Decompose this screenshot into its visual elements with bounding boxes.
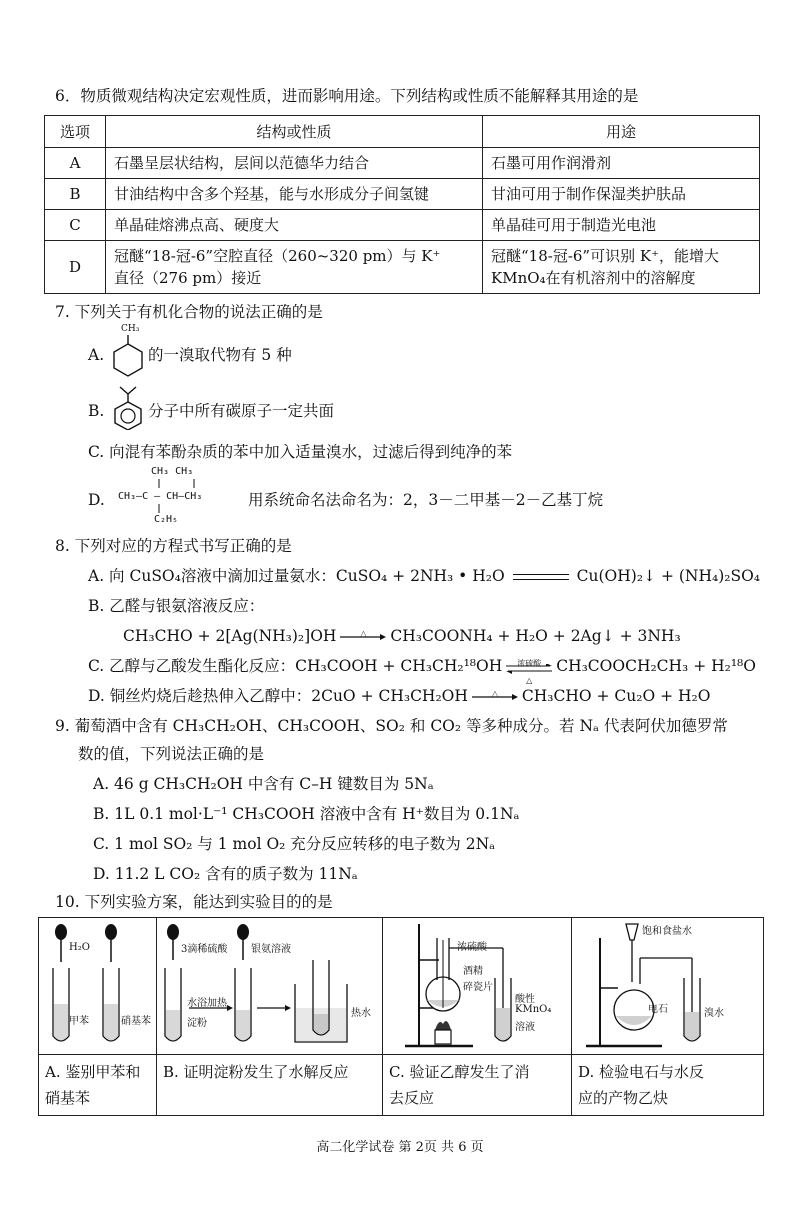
- equation-right: CH₃COONH₄ + H₂O + 2Ag↓ + 3NH₃: [390, 627, 681, 645]
- test-tube-apparatus: [39, 918, 156, 1054]
- acid-label: 3滴稀硫酸: [181, 944, 228, 955]
- caption-b: [157, 1055, 383, 1116]
- use-cell: 甘油可用于制作保湿类护肤品: [483, 179, 760, 210]
- use-cell: 石墨可用作润滑剂: [483, 148, 760, 179]
- caption-a: [39, 1055, 157, 1116]
- question-6-table: [44, 115, 760, 294]
- reaction-arrow: △: [472, 690, 518, 704]
- option-b-text: 分子中所有碳原子一定共面: [148, 402, 335, 420]
- table-header: 用途: [483, 116, 760, 148]
- table-header: 结构或性质: [106, 116, 483, 148]
- ch3-label: CH₃: [121, 324, 140, 334]
- q9-option-a: A. 46 g CH₃CH₂OH 中含有 C–H 键数目为 5Nₐ: [93, 775, 434, 793]
- alcohol-label: 酒精: [463, 966, 483, 977]
- property-cell: 单晶硅熔沸点高、硬度大: [106, 210, 483, 241]
- apparatus-d: [572, 918, 764, 1055]
- toluene-label: 甲苯: [69, 1016, 89, 1027]
- caption-line: A. 鉴别甲苯和: [45, 1063, 141, 1081]
- apparatus-c: [383, 918, 572, 1055]
- use-cell: [483, 241, 760, 294]
- property-cell: 石墨呈层状结构，层间以范德华力结合: [106, 148, 483, 179]
- equation-right: CH₃CHO + Cu₂O + H₂O: [521, 687, 711, 705]
- equals-sign: [513, 574, 569, 580]
- conc-acid-label: 浓硫酸: [457, 942, 487, 953]
- apparatus-row: [39, 918, 764, 1055]
- option-c-text: C. 向混有苯酚杂质的苯中加入适量溴水，过滤后得到纯净的苯: [88, 443, 513, 461]
- property-cell: 甘油结构中含多个羟基，能与水形成分子间氢键: [106, 179, 483, 210]
- silver-ammonia-label: 银氨溶液: [251, 944, 291, 955]
- use-line: KMnO₄在有机溶剂中的溶解度: [491, 269, 696, 287]
- property-line: 冠醚“18-冠-6”空腔直径（260~320 pm）与 K⁺: [114, 247, 441, 265]
- hydrolysis-apparatus: [157, 918, 382, 1054]
- structure-main: CH₃–C – CH–CH₃: [118, 491, 203, 502]
- equation-right: Cu(OH)₂↓ + (NH₄)₂SO₄: [576, 567, 761, 585]
- apparatus-a: [39, 918, 157, 1055]
- caption-d: [572, 1055, 764, 1116]
- q9-option-c: C. 1 mol SO₂ 与 1 mol O₂ 充分反应转移的电子数为 2Nₐ: [93, 835, 496, 853]
- equation-left: C. 乙醇与乙酸发生酯化反应：CH₃COOH + CH₃CH₂¹⁸OH: [88, 657, 503, 675]
- bromine-water-label: 溴水: [704, 1008, 724, 1019]
- equation-left: D. 铜丝灼烧后趁热伸入乙醇中：2CuO + CH₃CH₂OH: [88, 687, 468, 705]
- table-row: [45, 241, 760, 294]
- question-10-stem: 10. 下列实验方案，能达到实验目的的是: [55, 893, 333, 911]
- kmno4-label-2: KMnO₄: [515, 1004, 552, 1015]
- option-a-label: A.: [88, 346, 105, 364]
- structure-bottom: C₂H₅: [154, 514, 179, 525]
- caption-line: D. 检验电石与水反: [578, 1063, 705, 1081]
- question-9-stem: 9. 葡萄酒中含有 CH₃CH₂OH、CH₃COOH、SO₂ 和 CO₂ 等多种成分。若 Nₐ 代表阿伏加德罗常: [55, 717, 728, 735]
- methylcyclohexane-structure: [108, 326, 148, 380]
- use-line: 冠醚“18-冠-6”可识别 K⁺，能增大: [491, 247, 719, 265]
- option-cell: A: [45, 148, 106, 179]
- q9-option-b: B. 1L 0.1 mol·L⁻¹ CH₃COOH 溶液中含有 H⁺数目为 0.1Nₐ: [93, 805, 520, 823]
- question-7-stem: 7. 下列关于有机化合物的说法正确的是: [55, 303, 323, 321]
- caption-line: B. 证明淀粉发生了水解反应: [163, 1063, 349, 1081]
- starch-label: 淀粉: [187, 1018, 207, 1029]
- caption-row: [39, 1055, 764, 1116]
- water-bath-label: 水浴加热: [187, 998, 227, 1009]
- q9-option-d: D. 11.2 L CO₂ 含有的质子数为 11Nₐ: [93, 865, 358, 883]
- question-8-stem: 8. 下列对应的方程式书写正确的是: [55, 537, 292, 555]
- carbide-label: 电石: [648, 1004, 668, 1015]
- q8-option-d: [88, 686, 710, 706]
- reversible-arrow: 浓硫酸 △: [506, 660, 552, 674]
- property-line: 直径（276 pm）接近: [114, 269, 262, 287]
- kmno4-label-1: 酸性: [515, 994, 535, 1005]
- table-row: [45, 210, 760, 241]
- table-header: 选项: [45, 116, 106, 148]
- property-cell: [106, 241, 483, 294]
- caption-line: 应的产物乙炔: [578, 1089, 669, 1107]
- use-cell: 单晶硅可用于制造光电池: [483, 210, 760, 241]
- cumene-structure: [108, 384, 148, 430]
- hot-water-label: 热水: [351, 1008, 371, 1019]
- question-6-stem: 6．物质微观结构决定宏观性质，进而影响用途。下列结构或性质不能解释其用途的是: [55, 87, 639, 105]
- structure-bonds: [156, 477, 196, 517]
- option-b-label: B.: [88, 402, 105, 420]
- page-footer: 高二化学试卷 第 2页 共 6 页: [316, 1140, 484, 1155]
- caption-line: C. 验证乙醇发生了消: [389, 1063, 530, 1081]
- option-a-text: 的一溴取代物有 5 种: [148, 346, 292, 364]
- caption-line: 去反应: [389, 1089, 435, 1107]
- option-d-text: 用系统命名法命名为：2，3－二甲基－2－乙基丁烷: [248, 491, 604, 509]
- table-row: [45, 148, 760, 179]
- table-row: [45, 179, 760, 210]
- apparatus-b: [157, 918, 383, 1055]
- reaction-arrow: △: [340, 630, 386, 644]
- q8-option-b: B. 乙醛与银氨溶液反应：: [88, 597, 265, 615]
- option-cell: C: [45, 210, 106, 241]
- h2o-label: H₂O: [69, 942, 90, 953]
- caption-line: 硝基苯: [45, 1089, 91, 1107]
- equation-left: CH₃CHO + 2[Ag(NH₃)₂]OH: [123, 627, 337, 645]
- porcelain-chips-label: 碎瓷片: [463, 982, 493, 993]
- option-cell: D: [45, 241, 106, 294]
- nitrobenzene-label: 硝基苯: [121, 1016, 151, 1027]
- option-d-label: D.: [88, 491, 105, 509]
- equation-left: A. 向 CuSO₄溶液中滴加过量氨水：CuSO₄ + 2NH₃ • H₂O: [88, 567, 505, 585]
- question-10-table: [38, 917, 764, 1116]
- q8-option-b-equation: [123, 626, 681, 646]
- table-header-row: [45, 116, 760, 148]
- brine-label: 饱和食盐水: [642, 926, 692, 937]
- option-cell: B: [45, 179, 106, 210]
- equation-right: CH₃COOCH₂CH₃ + H₂¹⁸O: [556, 657, 756, 675]
- caption-c: [383, 1055, 572, 1116]
- q8-option-c: [88, 656, 756, 685]
- acetylene-apparatus: [572, 918, 762, 1054]
- question-9-stem-cont: 数的值，下列说法正确的是: [78, 745, 265, 763]
- q8-option-a: [88, 566, 760, 586]
- structure-top: CH₃ CH₃: [151, 466, 194, 477]
- kmno4-label-3: 溶液: [515, 1022, 535, 1033]
